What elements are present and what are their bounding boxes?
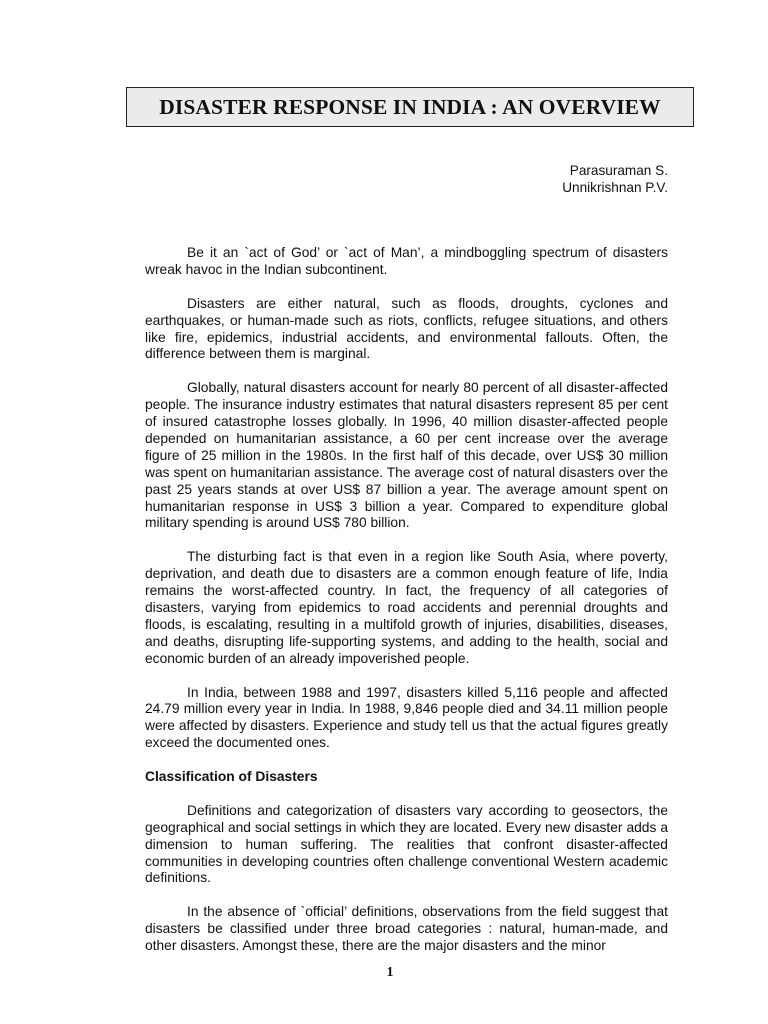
body-paragraph: Globally, natural disasters account for nearly 80 percent of all disaster-affected people. The insurance industry estimates that natural disasters represent 85 per cent of insured catastrophe losses globally. In 1996, 40 million disaster-affected people depended on humanitarian assistance, a 60 per cent increase over the average figure of 25 million in the 1980s. In the first half of this decade, over US$ 30 million was spent on humanitarian assistance. The average cost of natural disasters over the past 25 years stands at over US$ 87 billion a year. The average amount spent on humanitarian response in US$ 3 billion a year. Compared to expenditure global military spending is around US$ 780 billion. [145, 380, 668, 531]
document-title: DISASTER RESPONSE IN INDIA : AN OVERVIEW [159, 94, 661, 119]
body-paragraph: In India, between 1988 and 1997, disasters killed 5,116 people and affected 24.79 million every year in India. In 1988, 9,846 people died and 34.11 million people were affected by disasters. Experience and study tell us that the actual figures greatly exceed the documented ones. [145, 684, 668, 751]
body-paragraph: The disturbing fact is that even in a region like South Asia, where poverty, deprivation, and death due to disasters are a common enough feature of life, India remains the worst-affected country. In fact, the frequency of all categories of disasters, varying from epidemics to road accidents and perennial droughts and floods, is escalating, resulting in a multifold growth of injuries, disabilities, diseases, and deaths, disrupting life-supporting systems, and adding to the health, social and economic burden of an already impoverished people. [145, 549, 668, 666]
document-body [145, 245, 668, 972]
body-paragraph: Be it an `act of God’ or `act of Man’, a mindboggling spectrum of disasters wreak havoc in the Indian subcontinent. [145, 245, 668, 277]
body-paragraph: In the absence of `official’ definitions, observations from the field suggest that disasters be classified under three broad categories : natural, human-made, and other disasters. Amongst these, there are the major disasters and the minor [145, 904, 668, 954]
author-block [562, 162, 668, 196]
author-name: Unnikrishnan P.V. [562, 180, 668, 195]
author-name: Parasuraman S. [569, 163, 668, 178]
body-paragraph: Definitions and categorization of disasters vary according to geosectors, the geographical and social settings in which they are located. Every new disaster adds a dimension to human suffering. The realities that confront disaster-affected communities in developing countries often challenge conventional Western academic definitions. [145, 802, 668, 886]
body-paragraph: Disasters are either natural, such as floods, droughts, cyclones and earthquakes, or human-made such as riots, conflicts, refugee situations, and others like fire, epidemics, industrial accidents, and environmental fallouts. Often, the difference between them is marginal. [145, 295, 668, 362]
page-number: 1 [386, 965, 394, 980]
section-heading: Classification of Disasters [145, 769, 318, 785]
title-box [126, 87, 694, 127]
